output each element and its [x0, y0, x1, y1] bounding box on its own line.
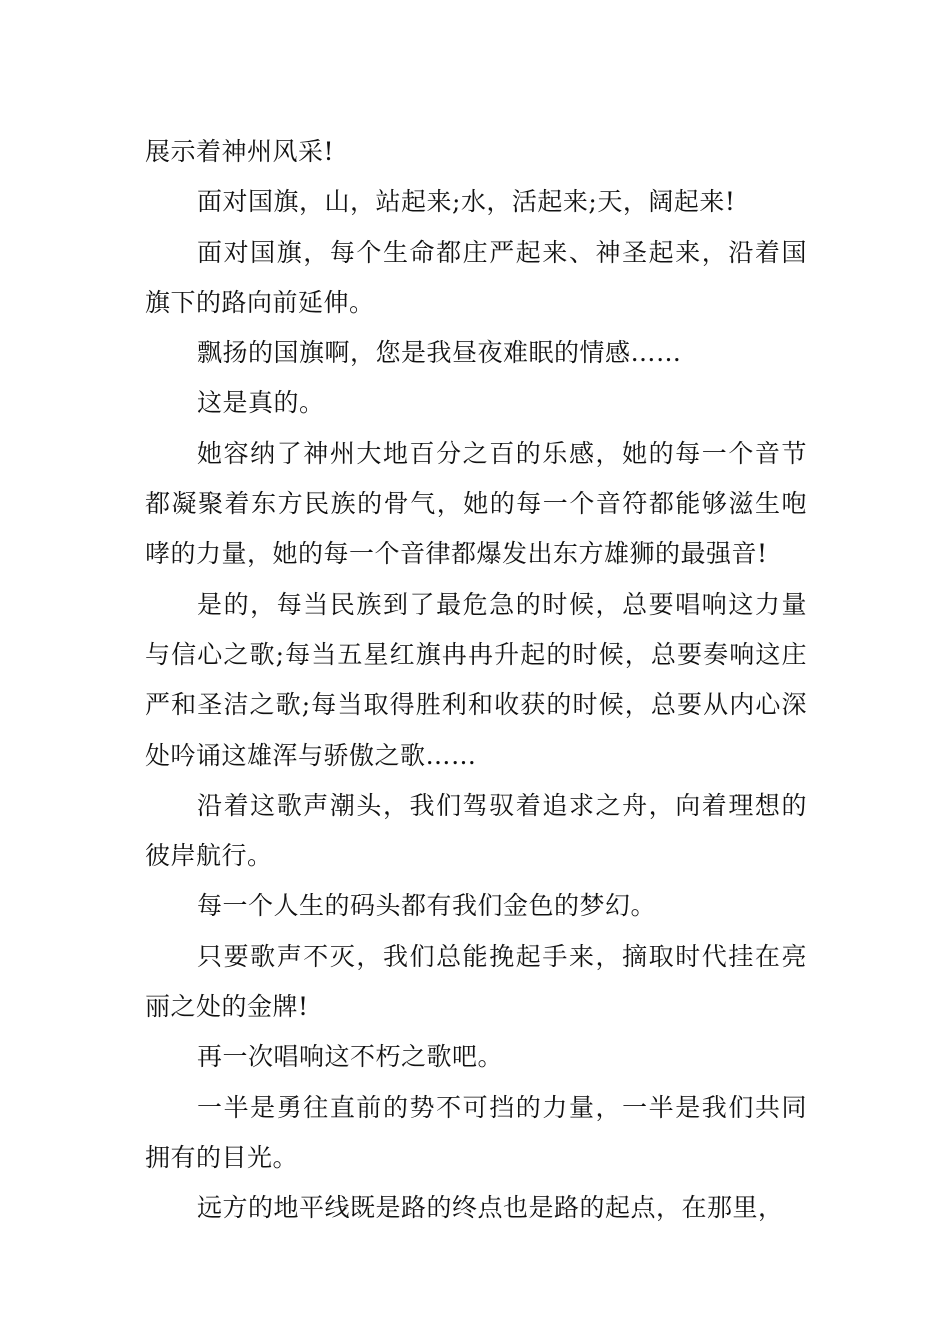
paragraph-4: 飘扬的国旗啊，您是我昼夜难眠的情感…… — [197, 338, 682, 368]
document-body — [145, 127, 807, 1234]
paragraph-11: 再一次唱响这不朽之歌吧。 — [197, 1042, 504, 1072]
paragraph-5: 这是真的。 — [197, 388, 325, 418]
paragraph-6: 她容纳了神州大地百分之百的乐感，她的每一个音节都凝聚着东方民族的骨气，她的每一个音符都能够滋生咆哮的力量，她的每一个音律都爆发出东方雄狮的最强音! — [145, 438, 807, 569]
paragraph-3: 面对国旗，每个生命都庄严起来、神圣起来，沿着国旗下的路向前延伸。 — [145, 237, 807, 317]
paragraph-7: 是的，每当民族到了最危急的时候，总要唱响这力量与信心之歌;每当五星红旗冉冉升起的时候，总要奏响这庄严和圣洁之歌;每当取得胜利和收获的时候，总要从内心深处吟诵这雄浑与骄傲之歌…… — [145, 589, 807, 770]
paragraph-1: 展示着神州风采! — [145, 137, 335, 166]
paragraph-13: 远方的地平线既是路的终点也是路的起点，在那里， — [197, 1193, 784, 1223]
paragraph-10: 只要歌声不灭，我们总能挽起手来，摘取时代挂在亮丽之处的金牌! — [145, 941, 807, 1022]
paragraph-9: 每一个人生的码头都有我们金色的梦幻。 — [197, 891, 657, 921]
paragraph-8: 沿着这歌声潮头，我们驾驭着追求之舟，向着理想的彼岸航行。 — [145, 790, 807, 871]
paragraph-2: 面对国旗，山，站起来;水，活起来;天，阔起来! — [197, 187, 736, 217]
paragraph-12: 一半是勇往直前的势不可挡的力量，一半是我们共同拥有的目光。 — [145, 1092, 807, 1172]
